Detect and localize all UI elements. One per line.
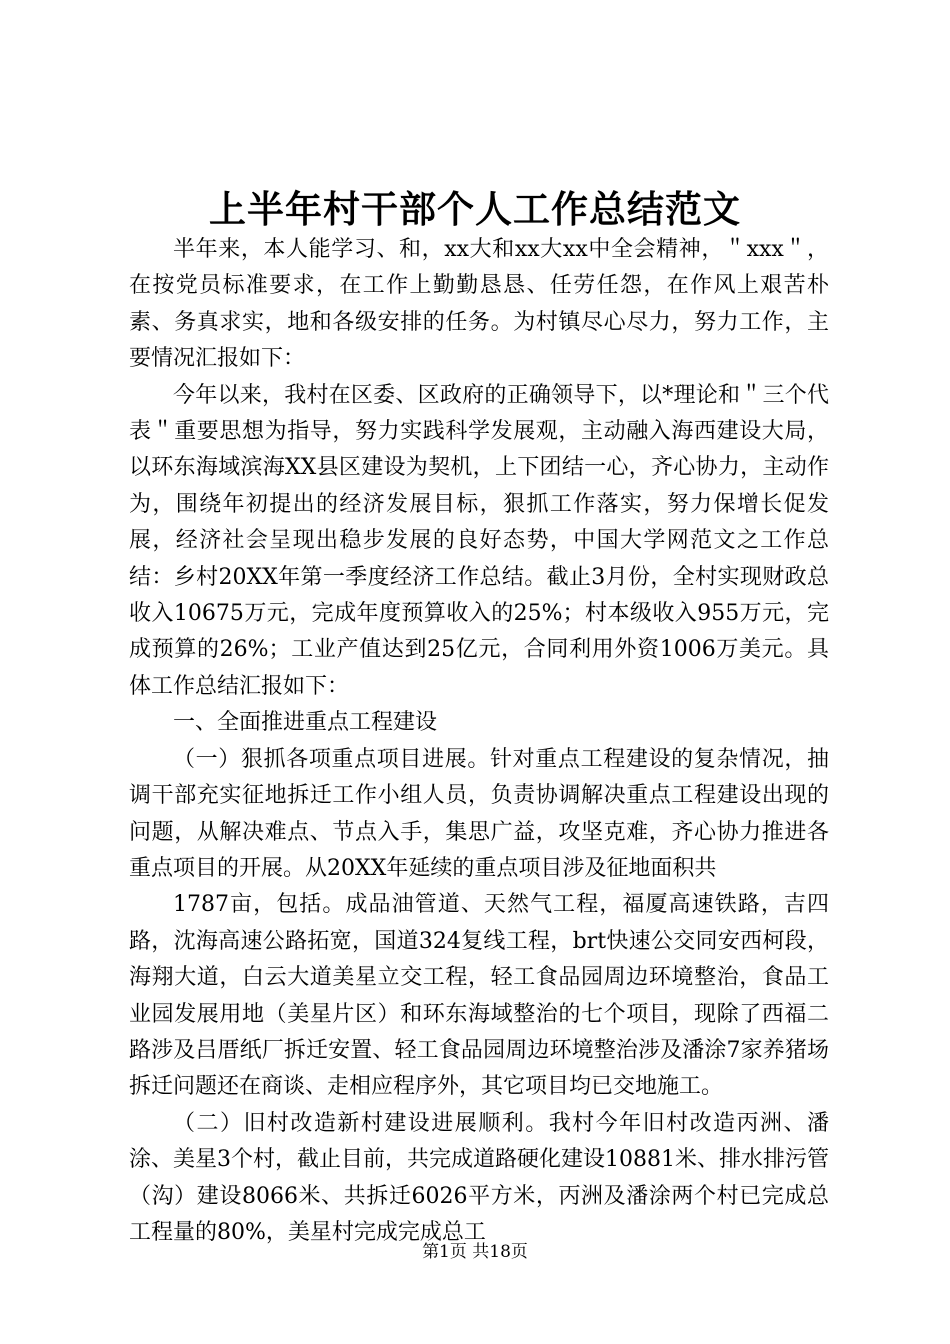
document-body: [129, 232, 829, 1251]
page-number-footer: 第1页 共18页: [422, 1242, 528, 1262]
paragraph-project-list: 1787亩，包括。成品油管道、天然气工程，福厦高速铁路，吉四路，沈海高速公路拓宽，国道324复线工程，brt快速公交同安西柯段，海翔大道，白云大道美星立交工程，轻工食品园周边环境整治，食品工业园发展用地（美星片区）和环东海域整治的七个项目，现除了西福二路涉及吕厝纸厂拆迁安置、轻工食品园周边环境整治涉及潘涂7家养猪场拆迁问题还在商谈、走相应程序外，其它项目均已交地施工。: [129, 892, 829, 1100]
paragraph-overview: 今年以来，我村在区委、区政府的正确领导下，以*理论和＂三个代表＂重要思想为指导，努力实践科学发展观，主动融入海西建设大局，以环东海域滨海XX县区建设为契机，上下团结一心，齐心协力，主动作为，围绕年初提出的经济发展目标，狠抓工作落实，努力保增长促发展，经济社会呈现出稳步发展的良好态势，中国大学网范文之工作总结：乡村20XX年第一季度经济工作总结。截止3月份，全村实现财政总收入10675万元，完成年度预算收入的25%；村本级收入955万元，完成预算的26%；工业产值达到25亿元，合同利用外资1006万美元。具体工作总结汇报如下：: [129, 382, 829, 699]
paragraph-village-renovation: （二）旧村改造新村建设进展顺利。我村今年旧村改造丙洲、潘涂、美星3个村，截止目前，共完成道路硬化建设10881米、排水排污管（沟）建设8066米、共拆迁6026平方米，丙洲及潘涂两个村已完成总工程量的80%，美星村完成完成总工: [129, 1110, 829, 1245]
document-title: 上半年村干部个人工作总结范文: [209, 187, 741, 231]
section-heading-1: 一、全面推进重点工程建设: [173, 710, 438, 736]
paragraph-intro: 半年来，本人能学习、和，xx大和xx大xx中全会精神，＂xxx＂，在按党员标准要求，在工作上勤勤恳恳、任劳任怨，在作风上艰苦朴素、务真求实，地和各级安排的任务。为村镇尽心尽力，努力工作，主要情况汇报如下：: [129, 237, 829, 372]
paragraph-key-projects: （一）狠抓各项重点项目进展。针对重点工程建设的复杂情况，抽调干部充实征地拆迁工作小组人员，负责协调解决重点工程建设出现的问题，从解决难点、节点入手，集思广益，攻坚克难，齐心协力推进各重点项目的开展。从20XX年延续的重点项目涉及征地面积共: [129, 746, 829, 881]
